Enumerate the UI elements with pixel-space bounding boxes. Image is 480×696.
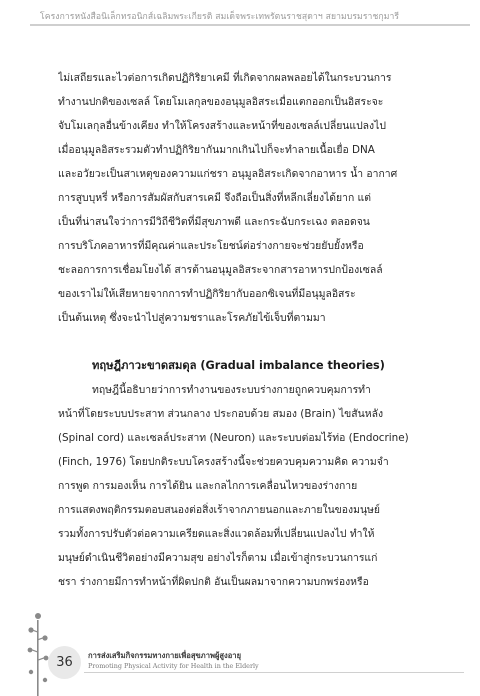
body-line: เป็นที่น่าสนใจว่าการมีวิถีชีวิตที่มีสุขภาพดี และกระฉับกระเฉง ตลอดจน [58, 216, 370, 228]
page-header [0, 0, 480, 26]
body-line: ชรา ร่างกายมีการทำหน้าที่ผิดปกติ อันเป็นผลมาจากความบกพร่องหรือ [58, 576, 369, 588]
footer-divider [84, 672, 464, 673]
body-line: รวมทั้งการปรับตัวต่อความเครียดและสิ่งแวดล้อมที่เปลี่ยนแปลงไป ทำให้ [58, 528, 375, 540]
body-line: ทำงานปกติของเซลล์ โดยโมเลกุลของอนุมูลอิสระเมื่อแตกออกเป็นอิสระจะ [58, 96, 384, 108]
body-line: การแสดงพฤติกรรมตอบสนองต่อสิ่งเร้าจากภายนอกและภายในของมนุษย์ [58, 504, 380, 516]
body-line: การพูด การมองเห็น การได้ยิน และกลไกการเคลื่อนไหวของร่างกาย [58, 480, 358, 492]
body-line: มนุษย์ดำเนินชีวิตอย่างมีความสุข อย่างไรก็ตาม เมื่อเข้าสู่กระบวนการแก่ [58, 552, 378, 564]
body-line: การบริโภคอาหารที่มีคุณค่าและประโยชน์ต่อร่างกายจะช่วยยับยั้งหรือ [58, 240, 364, 252]
body-line: เป็นต้นเหตุ ซึ่งจะนำไปสู่ความชราและโรคภัยไข้เจ็บที่ตามมา [58, 312, 326, 324]
footer-book-subtitle: Promoting Physical Activity for Health in the Elderly [88, 662, 259, 670]
body-line: (Finch, 1976) โดยปกติระบบโครงสร้างนี้จะช่วยควบคุมความคิด ความจำ [58, 456, 389, 468]
body-line: ทฤษฎีนี้อธิบายว่าการทำงานของระบบร่างกายถูกควบคุมการทำ [92, 384, 371, 396]
body-line: จับโมเลกุลอื่นข้างเคียง ทำให้โครงสร้างและหน้าที่ของเซลล์เปลี่ยนแปลงไป [58, 120, 386, 132]
header-title: โครงการหนังสือนิเล็กทรอนิกส์เฉลิมพระเกียรติ สมเด็จพระเทพรัตนราชสุดาฯ สยามบรมราชกุมารี [40, 12, 400, 22]
body-line: ไม่เสถียรและไวต่อการเกิดปฏิกิริยาเคมี ที่เกิดจากผลพลอยได้ในกระบวนการ [58, 72, 392, 84]
section-heading: ทฤษฎีภาวะขาดสมดุล (Gradual imbalance theories) [92, 359, 385, 372]
body-line: (Spinal cord) และเซลล์ประสาท (Neuron) และระบบต่อมไร้ท่อ (Endocrine) [58, 432, 409, 444]
footer-book-title: การส่งเสริมกิจกรรมทางกายเพื่อสุขภาพผู้สูงอายุ [88, 651, 242, 660]
body-line: หน้าที่โดยระบบประสาท ส่วนกลาง ประกอบด้วย สมอง (Brain) ไขสันหลัง [58, 408, 384, 420]
body-line: การสูบบุหรี่ หรือการสัมผัสกับสารเคมี จึงถือเป็นสิ่งที่หลีกเลี่ยงได้ยาก แต่ [58, 192, 372, 204]
header-divider [30, 24, 470, 26]
body-line: เมื่ออนุมูลอิสระรวมตัวทำปฏิกิริยากันมากเกินไปก็จะทำลายเนื้อเยื่อ DNA [58, 144, 375, 156]
body-line: และอวัยวะเป็นสาเหตุของความแก่ชรา อนุมูลอิสระเกิดจากอาหาร น้ำ อากาศ [58, 168, 398, 180]
page-number: 36 [48, 646, 81, 679]
body-line: ของเราไม่ให้เสียหายจากการทำปฏิกิริยากับออกซิเจนที่มีอนุมูลอิสระ [58, 288, 356, 300]
body-line: ชะลอการการเชื่อมโยงได้ สารต้านอนุมูลอิสระจากสารอาหารปกป้องเซลล์ [58, 264, 383, 276]
plant-decoration-icon [22, 600, 56, 696]
